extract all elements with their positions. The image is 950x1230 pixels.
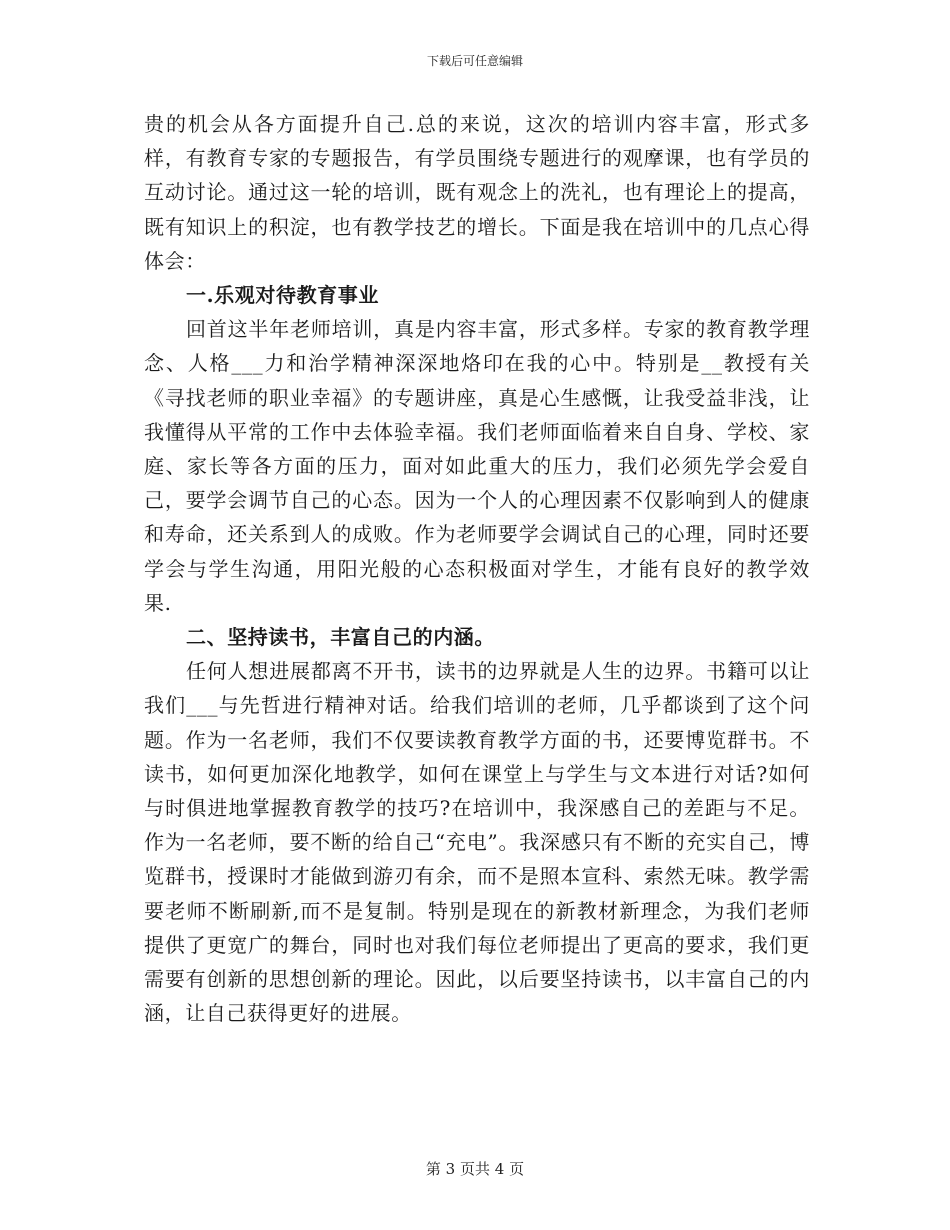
page-header: 下载后可任意编辑 xyxy=(426,54,523,68)
section-heading-1: 一.乐观对待教育事业 xyxy=(186,283,379,308)
paragraph-section-1: 回首这半年老师培训，真是内容丰富，形式多样。专家的教育教学理念、人格___力和治学精神深深地烙印在我的心中。特别是__教授有关《寻找老师的职业幸福》的专题讲座，真是心生感慨，让我受益非浅，让我懂得从平常的工作中去体验幸福。我们老师面临着来自自身、学校、家庭、家长等各方面的压力，面对如此重大的压力，我们必须先学会爱自己，要学会调节自己的心态。因为一个人的心理因素不仅影响到人的健康和寿命，还关系到人的成败。作为老师要学会调试自己的心理，同时还要学会与学生沟通，用阳光般的心态积极面对学生，才能有良好的教学效果. xyxy=(144,317,810,615)
document-body xyxy=(144,107,810,1030)
paragraph-intro: 贵的机会从各方面提升自己.总的来说，这次的培训内容丰富，形式多样，有教育专家的专题报告，有学员围绕专题进行的观摩课，也有学员的互动讨论。通过这一轮的培训，既有观念上的洗礼，也有理论上的提高，既有知识上的积淀，也有教学技艺的增长。下面是我在培训中的几点心得体会： xyxy=(144,112,810,273)
paragraph-section-2: 任何人想进展都离不开书，读书的边界就是人生的边界。书籍可以让我们___与先哲进行精神对话。给我们培训的老师，几乎都谈到了这个问题。作为一名老师，我们不仅要读教育教学方面的书，还要博览群书。不读书，如何更加深化地教学，如何在课堂上与学生与文本进行对话?如何与时俱进地掌握教育教学的技巧?在培训中，我深感自己的差距与不足。作为一名老师，要不断的给自己“充电”。我深感只有不断的充实自己，博览群书，授课时才能做到游刃有余，而不是照本宣科、索然无味。教学需要老师不断刷新,而不是复制。特别是现在的新教材新理念，为我们老师提供了更宽广的舞台，同时也对我们每位老师提出了更高的要求，我们更需要有创新的思想创新的理论。因此，以后要坚持读书，以丰富自己的内涵，让自己获得更好的进展。 xyxy=(144,659,810,1026)
section-heading-2: 二、坚持读书，丰富自己的内涵。 xyxy=(186,625,495,650)
page-footer: 第 3 页共 4 页 xyxy=(425,1160,525,1178)
